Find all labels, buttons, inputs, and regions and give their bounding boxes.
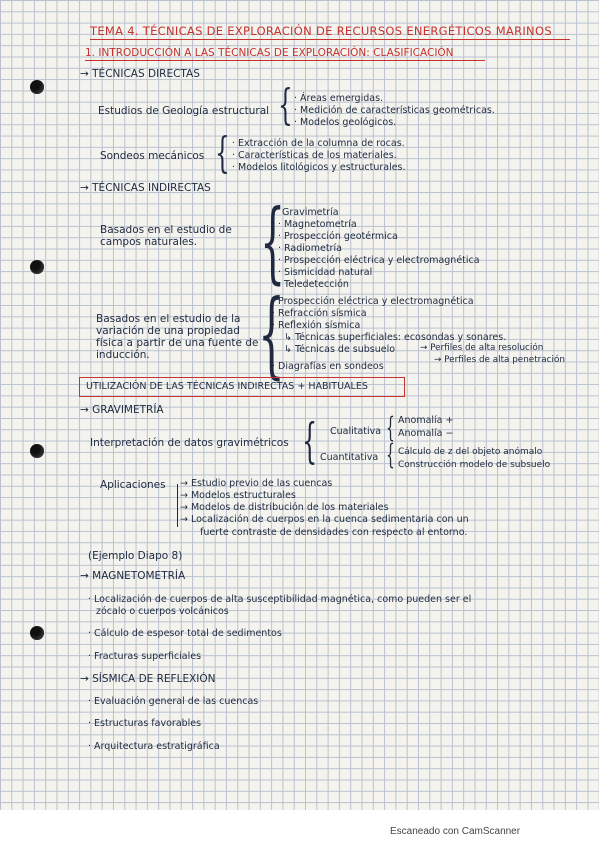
punch-hole <box>30 444 44 458</box>
brace: { <box>302 413 318 469</box>
magnetometria-heading: → MAGNETOMETRÍA <box>80 570 186 582</box>
campos-label: campos naturales. <box>100 236 198 248</box>
section-underline <box>85 60 485 61</box>
section-heading: 1. INTRODUCCIÓN A LAS TÉCNICAS DE EXPLORACIÓN: CLASIFICACIÓN <box>85 47 454 59</box>
punch-hole <box>30 260 44 274</box>
magnetometria-item: · Localización de cuerpos de alta susceptibilidad magnética, como pueden ser el <box>88 594 472 605</box>
geologia-item: · Medición de características geométricas. <box>294 105 495 116</box>
magnetometria-item: · Cálculo de espesor total de sedimentos <box>88 628 282 639</box>
fuente-label: inducción. <box>96 349 150 361</box>
campos-item: · Prospección eléctrica y electromagnética <box>278 255 480 266</box>
aplicaciones-connector <box>177 484 178 527</box>
geologia-label: Estudios de Geología estructural <box>98 105 270 117</box>
sondeos-item: · Modelos litológicos y estructurales. <box>232 162 406 173</box>
calculo-z: Cálculo de z del objeto anómalo <box>398 447 543 457</box>
fuente-label: variación de una propiedad <box>96 325 240 337</box>
campos-item: · Magnetometría <box>278 219 357 230</box>
directas-heading: → TÉCNICAS DIRECTAS <box>80 68 200 80</box>
fuente-subitem: → Perfiles de alta resolución <box>420 343 544 353</box>
campos-item: · Radiometría <box>278 243 342 254</box>
brace: { <box>215 128 230 177</box>
sondeos-label: Sondeos mecánicos <box>100 150 205 162</box>
brace: { <box>258 280 285 389</box>
fuente-label: física a partir de una fuente de <box>96 337 259 349</box>
geologia-item: · Modelos geológicos. <box>294 117 397 128</box>
sondeos-item: · Extracción de la columna de rocas. <box>232 138 405 149</box>
fuente-label: Basados en el estudio de la <box>96 313 241 325</box>
fuente-item: · Refracción sísmica <box>272 308 367 319</box>
punch-hole <box>30 80 44 94</box>
magnetometria-item: zócalo o cuerpos volcánicos <box>96 606 229 617</box>
ejemplo-note: (Ejemplo Diapo 8) <box>88 550 183 562</box>
scanner-watermark: Escaneado con CamScanner <box>390 826 521 837</box>
anomalia-positiva: Anomalía + <box>398 415 454 426</box>
campos-item: · Prospección geotérmica <box>278 231 398 242</box>
brace: { <box>386 438 395 471</box>
fuente-item: · Prospección eléctrica y electromagnética <box>272 296 474 307</box>
aplicacion-item: → Modelos estructurales <box>180 490 296 501</box>
campos-label: Basados en el estudio de <box>100 224 232 236</box>
aplicacion-item: → Localización de cuerpos en la cuenca sedimentaria con un <box>180 514 469 525</box>
fuente-subitem: → Perfiles de alta penetración <box>434 355 565 365</box>
cuantitativa-label: Cuantitativa <box>320 452 379 463</box>
indirectas-heading: → TÉCNICAS INDIRECTAS <box>80 182 211 194</box>
sismica-item: · Evaluación general de las cuencas <box>88 696 259 707</box>
interpretacion-label: Interpretación de datos gravimétricos <box>90 437 289 449</box>
construccion-modelo: Construcción modelo de subsuelo <box>398 460 551 470</box>
magnetometria-item: · Fracturas superficiales <box>88 651 202 662</box>
fuente-item: · Reflexión sísmica <box>272 320 361 331</box>
punch-hole <box>30 626 44 640</box>
fuente-subitem: ↳ Técnicas de subsuelo <box>284 344 396 355</box>
anomalia-negativa: Anomalía − <box>398 428 454 439</box>
fuente-subitem: ↳ Técnicas superficiales: ecosondas y sonares. <box>284 332 507 343</box>
sismica-item: · Arquitectura estratigráfica <box>88 741 220 752</box>
aplicacion-item: fuerte contraste de densidades con respecto al entorno. <box>200 527 468 538</box>
sismica-heading: → SÍSMICA DE REFLEXIÓN <box>80 673 216 685</box>
campos-item: Gravimetría <box>282 207 339 218</box>
sondeos-item: · Características de los materiales. <box>232 150 397 161</box>
habituales-heading: UTILIZACIÓN DE LAS TÉCNICAS INDIRECTAS + HABITUALES <box>86 381 368 392</box>
gravimetria-heading: → GRAVIMETRÍA <box>80 404 164 416</box>
cualitativa-label: Cualitativa <box>330 426 382 437</box>
brace: { <box>386 411 395 444</box>
aplicaciones-label: Aplicaciones <box>100 479 166 491</box>
page-title: TEMA 4. TÉCNICAS DE EXPLORACIÓN DE RECURSOS ENERGÉTICOS MARINOS <box>90 24 552 38</box>
campos-item: · Teledetección <box>278 279 349 290</box>
campos-item: · Sismicidad natural <box>278 267 373 278</box>
digrafias: · Diagrafías en sondeos <box>272 361 384 372</box>
brace: { <box>260 190 286 293</box>
geologia-item: · Áreas emergidas. <box>294 93 384 104</box>
title-underline <box>90 39 570 40</box>
aplicacion-item: → Modelos de distribución de los materiales <box>180 502 389 513</box>
brace: { <box>278 80 293 129</box>
aplicacion-item: → Estudio previo de las cuencas <box>180 478 333 489</box>
sismica-item: · Estructuras favorables <box>88 718 202 729</box>
